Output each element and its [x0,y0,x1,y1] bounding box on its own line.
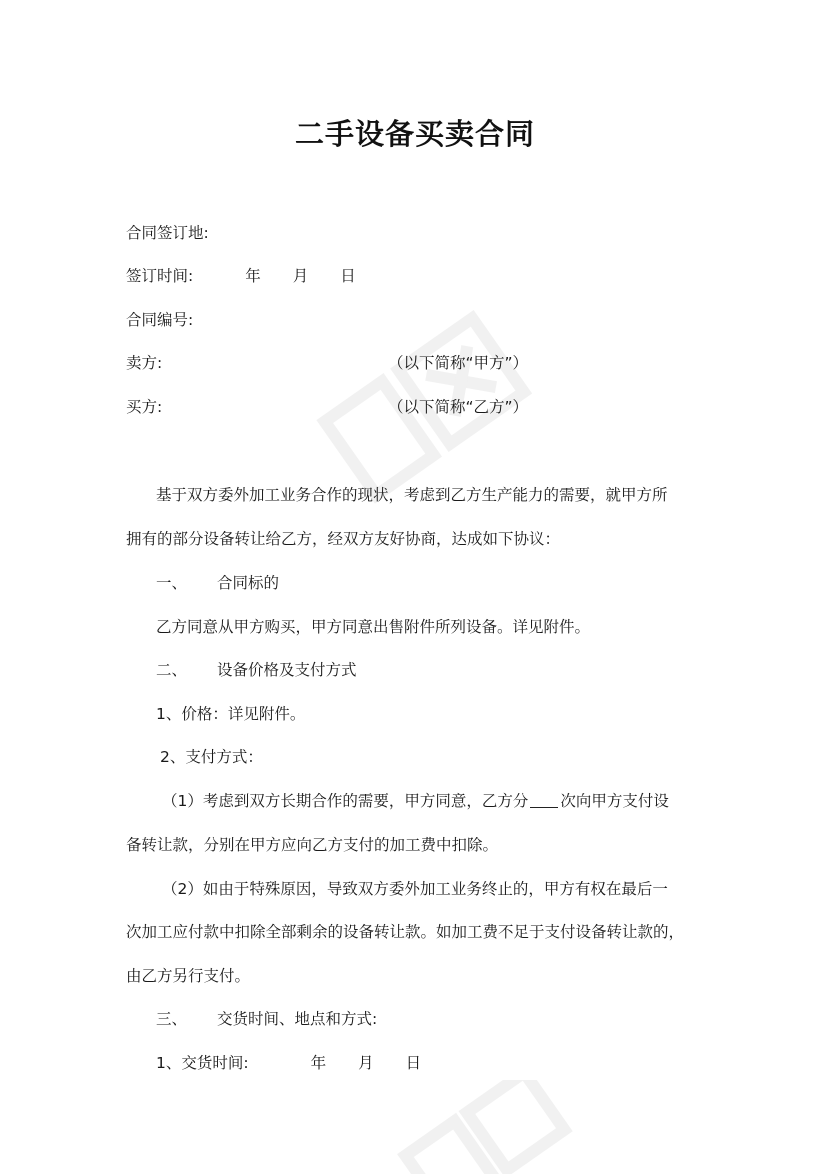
section-1-text: 乙方同意从甲方购买，甲方同意出售附件所列设备。详见附件。 [156,618,591,636]
payment-item-2-line-1: （2）如由于特殊原因，导致双方委外加工业务终止的，甲方有权在最后一 [162,880,668,898]
seller-note: （以下简称“甲方”） [388,354,529,372]
contract-place-label: 合同签订地: [126,224,209,242]
intro-line-2: 拥有的部分设备转让给乙方，经双方友好协商，达成如下协议： [126,530,561,548]
delivery-month: 月 [358,1054,374,1072]
section-3-number: 三、 [156,1010,188,1028]
signing-year: 年 [245,267,261,285]
buyer-note: （以下简称“乙方”） [388,398,529,416]
delivery-time-row [156,1053,421,1073]
payment-item-2-line-2: 次加工应付款中扣除全部剩余的设备转让款。如加工费不足于支付设备转让款的， [126,923,685,941]
signing-day: 日 [340,267,356,285]
contract-number-label: 合同编号: [126,311,194,329]
section-1-heading [156,573,279,593]
section-3-title: 交货时间、地点和方式: [217,1010,378,1028]
section-2-payment: 2、支付方式： [160,748,263,766]
section-1-number: 一、 [156,574,188,592]
section-1-title: 合同标的 [217,574,280,592]
delivery-year: 年 [310,1054,327,1072]
signing-month: 月 [292,267,309,285]
buyer-label: 买方: [126,398,163,416]
delivery-day: 日 [405,1054,422,1072]
intro-line-1: 基于双方委外加工业务合作的现状，考虑到乙方生产能力的需要，就甲方所 [156,486,668,504]
payment-item-1-part-1: （1）考虑到双方长期合作的需要，甲方同意，乙方分 [162,792,529,810]
installments-blank [530,793,558,808]
signing-time-row [126,266,356,286]
section-3-heading [156,1009,377,1029]
section-2-number: 二、 [156,661,188,679]
section-2-title: 设备价格及支付方式 [217,661,357,679]
payment-item-1-part-2: 次向甲方支付设 [560,792,669,810]
payment-item-2-line-3: 由乙方另行支付。 [126,967,251,985]
section-2-heading [156,660,357,680]
delivery-time-label: 1、交货时间: [156,1054,249,1072]
signing-time-label: 签订时间: [126,267,194,285]
payment-item-1-line-1 [162,791,669,811]
payment-item-1-line-2: 备转让款，分别在甲方应向乙方支付的加工费中扣除。 [126,836,499,854]
section-2-price: 1、价格：详见附件。 [156,705,306,723]
document-title: 二手设备买卖合同 [294,117,535,151]
watermark-stamp-bottom [380,1080,580,1174]
seller-label: 卖方: [126,354,163,372]
